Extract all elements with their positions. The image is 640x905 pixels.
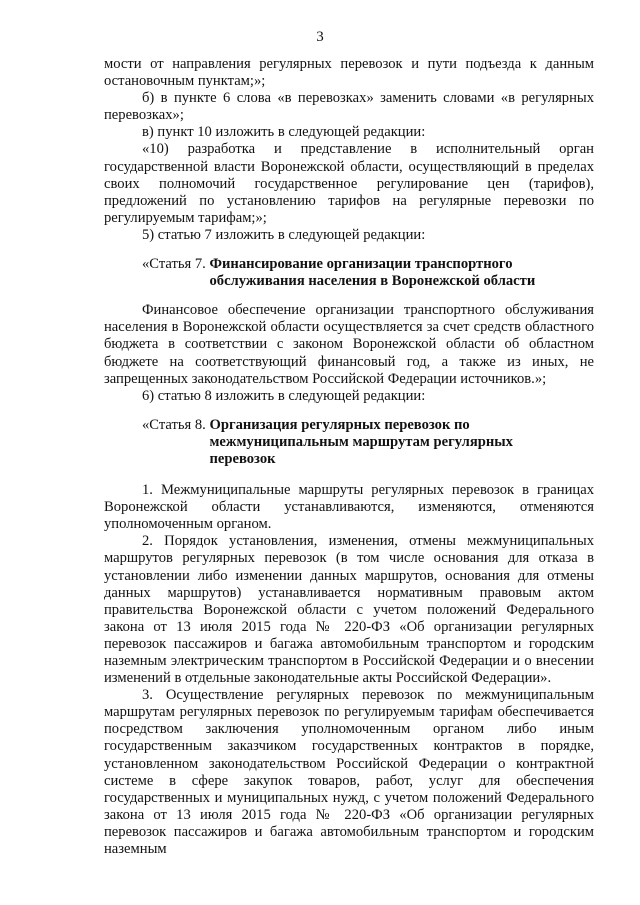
article-8-heading bbox=[142, 417, 584, 468]
paragraph-item-5: 5) статью 7 изложить в следующей редакции: bbox=[142, 226, 426, 243]
paragraph-item-b: б) в пункте 6 слова «в перевозках» заменить словами «в регулярных перевозках»; bbox=[104, 90, 594, 124]
article-8-title-line: перевозок bbox=[209, 450, 276, 467]
article-8-title-line: Организация регулярных перевозок по bbox=[209, 416, 470, 433]
article-7-title bbox=[209, 256, 535, 290]
paragraph-article-7-text: Финансовое обеспечение организации транспортного обслуживания населения в Воронежской области осуществляется за счет средств областного бюджета в соответствии с законом Воронежской области об областном бюджете на соответствующий финансовый год, а также из иных, не запрещенных законодательством Российской Федерации источников.»; bbox=[104, 302, 594, 387]
paragraph-point-10: «10) разработка и представление в исполнительный орган государственной власти Воронежской области, осуществляющий в пределах своих полномочий государственное регулирование цен (тарифов), предложений по установлению тарифов на регулярные перевозки по регулируемым тарифам;»; bbox=[104, 141, 594, 226]
article-7-title-line: обслуживания населения в Воронежской области bbox=[209, 273, 536, 290]
page-number: 3 bbox=[316, 29, 324, 45]
paragraph-article-8-point-2: 2. Порядок установления, изменения, отмены межмуниципальных маршрутов регулярных перевозок (в том числе основания для отказа в установлении либо изменении данных маршрутов, основания для отмены данных маршрутов) устанавливается нормативным правовым актом правительства Воронежской области с учетом положений Федерального закона от 13 июля 2015 года № 220-ФЗ «Об организации регулярных перевозок пассажиров и багажа автомобильным транспортом и городским наземным электрическим транспортом в Российской Федерации и о внесении изменений в отдельные законодательные акты Российской Федерации». bbox=[104, 533, 594, 687]
article-7-number: «Статья 7. bbox=[142, 256, 210, 273]
article-8-title bbox=[209, 417, 512, 468]
article-7-heading bbox=[142, 256, 584, 290]
paragraph-article-8-point-1: 1. Межмуниципальные маршруты регулярных перевозок в границах Воронежской области устанавливаются, изменяются, отменяются уполномоченным органом. bbox=[104, 482, 594, 533]
paragraph-continuation: мости от направления регулярных перевозок и пути подъезда к данным остановочным пунктам;»; bbox=[104, 56, 594, 90]
paragraph-article-8-point-3: 3. Осуществление регулярных перевозок по межмуниципальным маршрутам регулярных перевозок по регулируемым тарифам обеспечивается посредством заключения уполномоченным органом либо иным государственным заказчиком государственных контрактов в порядке, установленном законодательством Российской Федерации о контрактной системе в сфере закупок товаров, работ, услуг для обеспечения государственных и муниципальных нужд, с учетом положений Федерального закона от 13 июля 2015 года № 220-ФЗ «Об организации регулярных перевозок пассажиров и багажа автомобильным транспортом и городским наземным bbox=[104, 687, 594, 858]
article-7-title-line: Финансирование организации транспортного bbox=[209, 256, 513, 273]
document-body bbox=[104, 56, 594, 858]
paragraph-item-6: 6) статью 8 изложить в следующей редакции: bbox=[142, 387, 426, 404]
paragraph-item-v: в) пункт 10 изложить в следующей редакции: bbox=[142, 124, 426, 141]
article-8-title-line: межмуниципальным маршрутам регулярных bbox=[209, 433, 513, 450]
article-8-number: «Статья 8. bbox=[142, 416, 210, 433]
